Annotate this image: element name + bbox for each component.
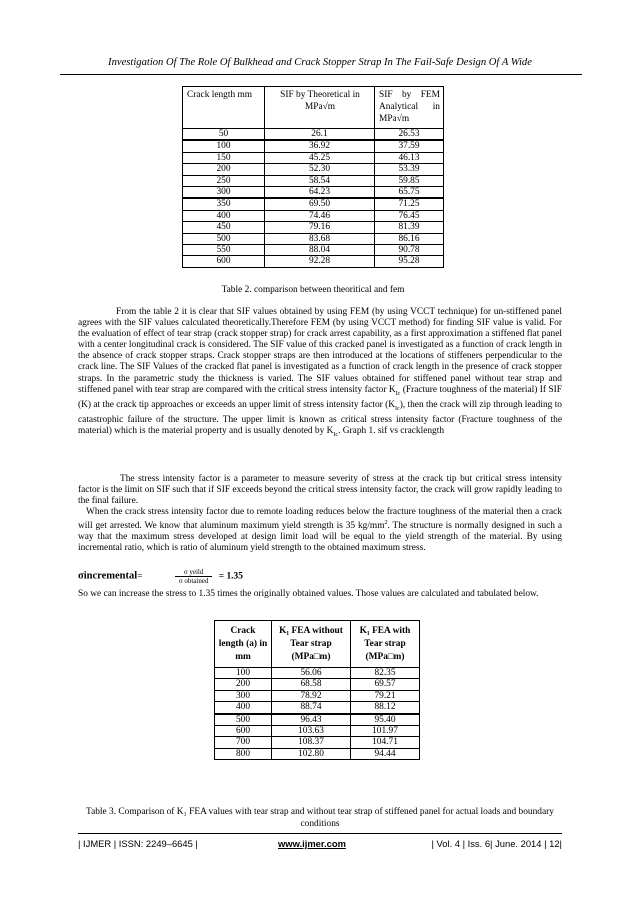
t2-cell: 200: [183, 164, 265, 175]
t2-cell: 53.39: [375, 164, 444, 175]
t2-cell: 64.23: [265, 187, 375, 199]
para1-sub-3: Ic: [333, 431, 339, 438]
t3-cell: 103.63: [272, 726, 351, 737]
footer-journal-info: | IJMER | ISSN: 2249–6645 |: [78, 838, 198, 849]
para3-text: When the crack stress intensity factor due to remote loading reduces below the fracture toughness of the material then a crack will get arrested. We know that aluminum maximum yield strength is 35 kg/mm: [78, 507, 562, 532]
t3-cell: 68.58: [272, 679, 351, 690]
t2-cell: 74.46: [265, 210, 375, 221]
t3-cell: 500: [215, 714, 272, 726]
para1-sub-2: Ic: [395, 405, 400, 412]
t3-cell: 400: [215, 702, 272, 714]
t2-cell: 26.53: [375, 129, 444, 141]
t3-cell: 96.43: [272, 714, 351, 726]
t3-cell: 56.06: [272, 668, 351, 679]
table-row: [183, 198, 444, 210]
formula-result: = 1.35: [218, 571, 243, 582]
t2-header-crack-length: Crack length mm: [183, 87, 265, 129]
table-row: [215, 668, 420, 679]
paragraph-2: [78, 474, 562, 507]
t3-cell: 101.97: [351, 726, 420, 737]
t3-header-without-strap: K₁ FEA without Tear strap (MPa□m): [272, 621, 351, 668]
t3-cell: 94.44: [351, 748, 420, 759]
t2-cell: 59.85: [375, 175, 444, 186]
formula-fraction: [175, 568, 213, 585]
t3-header-crack-length: Crack length (a) in mm: [215, 621, 272, 668]
t3-cell: 100: [215, 668, 272, 679]
t2-cell: 83.68: [265, 233, 375, 244]
formula-numerator: σ yeild: [183, 568, 204, 576]
para1-text-d: . Graph 1. sif vs cracklength: [338, 425, 445, 436]
table-row: [215, 679, 420, 690]
table-row: [183, 222, 444, 233]
para1-text-b: (Fracture toughness of the material) If SIF (K) at the crack tip approaches or exceeds an upper limit of stress intensity factor (K: [78, 384, 562, 410]
formula-eq: =: [137, 571, 143, 582]
t2-cell: 600: [183, 256, 265, 267]
t3-body: [215, 668, 420, 760]
t3-header-with-strap: K₁ FEA with Tear strap (MPa□m): [351, 621, 420, 668]
footer-rule: [78, 833, 562, 834]
table-row: [215, 702, 420, 714]
t2-cell: 250: [183, 175, 265, 186]
t3-cell: 300: [215, 690, 272, 701]
t2-cell: 50: [183, 129, 265, 141]
t2-cell: 71.25: [375, 198, 444, 210]
para1-text: From the table 2 it is clear that SIF values obtained by using FEM (by using VCCT technique) for un-stiffened panel agrees with the SIF values calculated theoretically.Therefore FEM (by using VCCT method) for finding SIF value is valid. For the evaluation of effect of tear strap (crack stopper strap) for crack arrest capability, as a first approximation a stiffened flat panel with a center longitudinal crack is considered. The SIF value of this cracked panel is investigated as a function of crack length in the absence of crack stopper straps. Crack stopper straps are then introduced at the locations of stiffeners perpendicular to the crack line. The SIF Values of the cracked flat panel is investigated as a function of crack length in the presence of crack stopper straps. In the parametric study the thickness is varied. The SIF values obtained for stiffened panel without tear strap and stiffened panel with tear strap are compared with the critical stress intensity factor K: [78, 307, 562, 395]
t2-cell: 550: [183, 245, 265, 256]
t2-cell: 79.16: [265, 222, 375, 233]
t2-cell: 300: [183, 187, 265, 199]
para3-sup: 2: [384, 520, 388, 527]
table-row: [183, 164, 444, 175]
table-row: [183, 245, 444, 256]
footer-volume-page: | Vol. 4 | Iss. 6| June. 2014 | 12|: [431, 838, 562, 849]
paragraph-3: [78, 507, 562, 555]
t2-header-sif-theoretical: SIF by Theoretical in MPa√m: [265, 87, 375, 129]
t2-cell: 52.30: [265, 164, 375, 175]
t2-cell: 46.13: [375, 152, 444, 163]
table-row: [183, 152, 444, 163]
t3-cell: 600: [215, 726, 272, 737]
table-3-caption: Table 3. Comparison of K₁ FEA values with tear strap and without tear strap of stiffened panel for actual loads and boundary conditions: [86, 807, 554, 829]
t2-cell: 100: [183, 140, 265, 152]
table-3-ki-fea-comparison: [214, 620, 420, 760]
table-row: [215, 726, 420, 737]
t2-cell: 88.04: [265, 245, 375, 256]
paragraph-1: [78, 307, 562, 441]
table-row: [183, 187, 444, 199]
t2-cell: 58.54: [265, 175, 375, 186]
t2-cell: 81.39: [375, 222, 444, 233]
t3-cell: 108.37: [272, 737, 351, 748]
t2-cell: 69.50: [265, 198, 375, 210]
t2-cell: 86.16: [375, 233, 444, 244]
t2-cell: 450: [183, 222, 265, 233]
t2-cell: 150: [183, 152, 265, 163]
t2-cell: 36.92: [265, 140, 375, 152]
t3-cell: 104.71: [351, 737, 420, 748]
t2-cell: 92.28: [265, 256, 375, 267]
t2-cell: 350: [183, 198, 265, 210]
incremental-ratio-formula: [78, 568, 243, 585]
t3-cell: 700: [215, 737, 272, 748]
t3-cell: 95.40: [351, 714, 420, 726]
paragraph-4: [78, 589, 562, 600]
table-row: [215, 737, 420, 748]
footer-website-link[interactable]: www.ijmer.com: [278, 838, 346, 849]
t2-cell: 400: [183, 210, 265, 221]
formula-lhs: σincremental: [78, 570, 138, 582]
para1-text-c: ), then the crack will zip through leading to catastrophic failure of the structure. The upper limit is known as critical stress intensity factor (Fracture toughness of the material) which is the material property and is usually denoted by K: [78, 399, 562, 436]
t3-cell: 102.80: [272, 748, 351, 759]
t3-cell: 88.12: [351, 702, 420, 714]
t2-cell: 95.28: [375, 256, 444, 267]
t3-cell: 82.35: [351, 668, 420, 679]
table-row: [215, 748, 420, 759]
t3-cell: 800: [215, 748, 272, 759]
table-row: [183, 210, 444, 221]
table-row: [183, 256, 444, 267]
table-row: [183, 175, 444, 186]
t3-cell: 69.57: [351, 679, 420, 690]
t2-cell: 500: [183, 233, 265, 244]
table-row: [215, 690, 420, 701]
t3-cell: 78.92: [272, 690, 351, 701]
table-2-caption: Table 2. comparison between theoritical and fem: [221, 285, 405, 295]
formula-denominator: σ obtained: [175, 576, 213, 585]
t2-body: [183, 129, 444, 268]
table-row: [215, 714, 420, 726]
table-2-sif-comparison: [182, 86, 444, 268]
table-row: [183, 129, 444, 141]
t2-cell: 76.45: [375, 210, 444, 221]
t2-cell: 37.59: [375, 140, 444, 152]
running-header: Investigation Of The Role Of Bulkhead and Crack Stopper Strap In The Fail-Safe Design Of A Wide: [108, 57, 532, 68]
t2-cell: 45.25: [265, 152, 375, 163]
t3-cell: 79.21: [351, 690, 420, 701]
t2-header-sif-fem: SIF by FEM Analytical in MPa√m: [375, 87, 444, 129]
para2-text: The stress intensity factor is a parameter to measure severity of stress at the crack tip but critical stress intensity factor is the limit on SIF such that if SIF exceeds beyond the critical stress intensity factor, the crack will grow rapidly leading to the final failure.: [78, 474, 562, 507]
t2-cell: 90.78: [375, 245, 444, 256]
t3-cell: 88.74: [272, 702, 351, 714]
para1-sub-1: Ic: [395, 390, 401, 397]
table-row: [183, 140, 444, 152]
header-rule: [60, 74, 582, 75]
para3-text-b: . The structure is normally designed in such a way that the maximum stress developed at design limit load will be equal to the yield strength of the material. By using incremental ratio, which is ratio of aluminum yield strength to the obtained maximum stress.: [78, 521, 562, 554]
table-row: [183, 233, 444, 244]
t2-cell: 65.75: [375, 187, 444, 199]
t2-cell: 26.1: [265, 129, 375, 141]
para4-text: So we can increase the stress to 1.35 times the originally obtained values. Those values are calculated and tabulated below.: [78, 589, 539, 599]
t3-cell: 200: [215, 679, 272, 690]
